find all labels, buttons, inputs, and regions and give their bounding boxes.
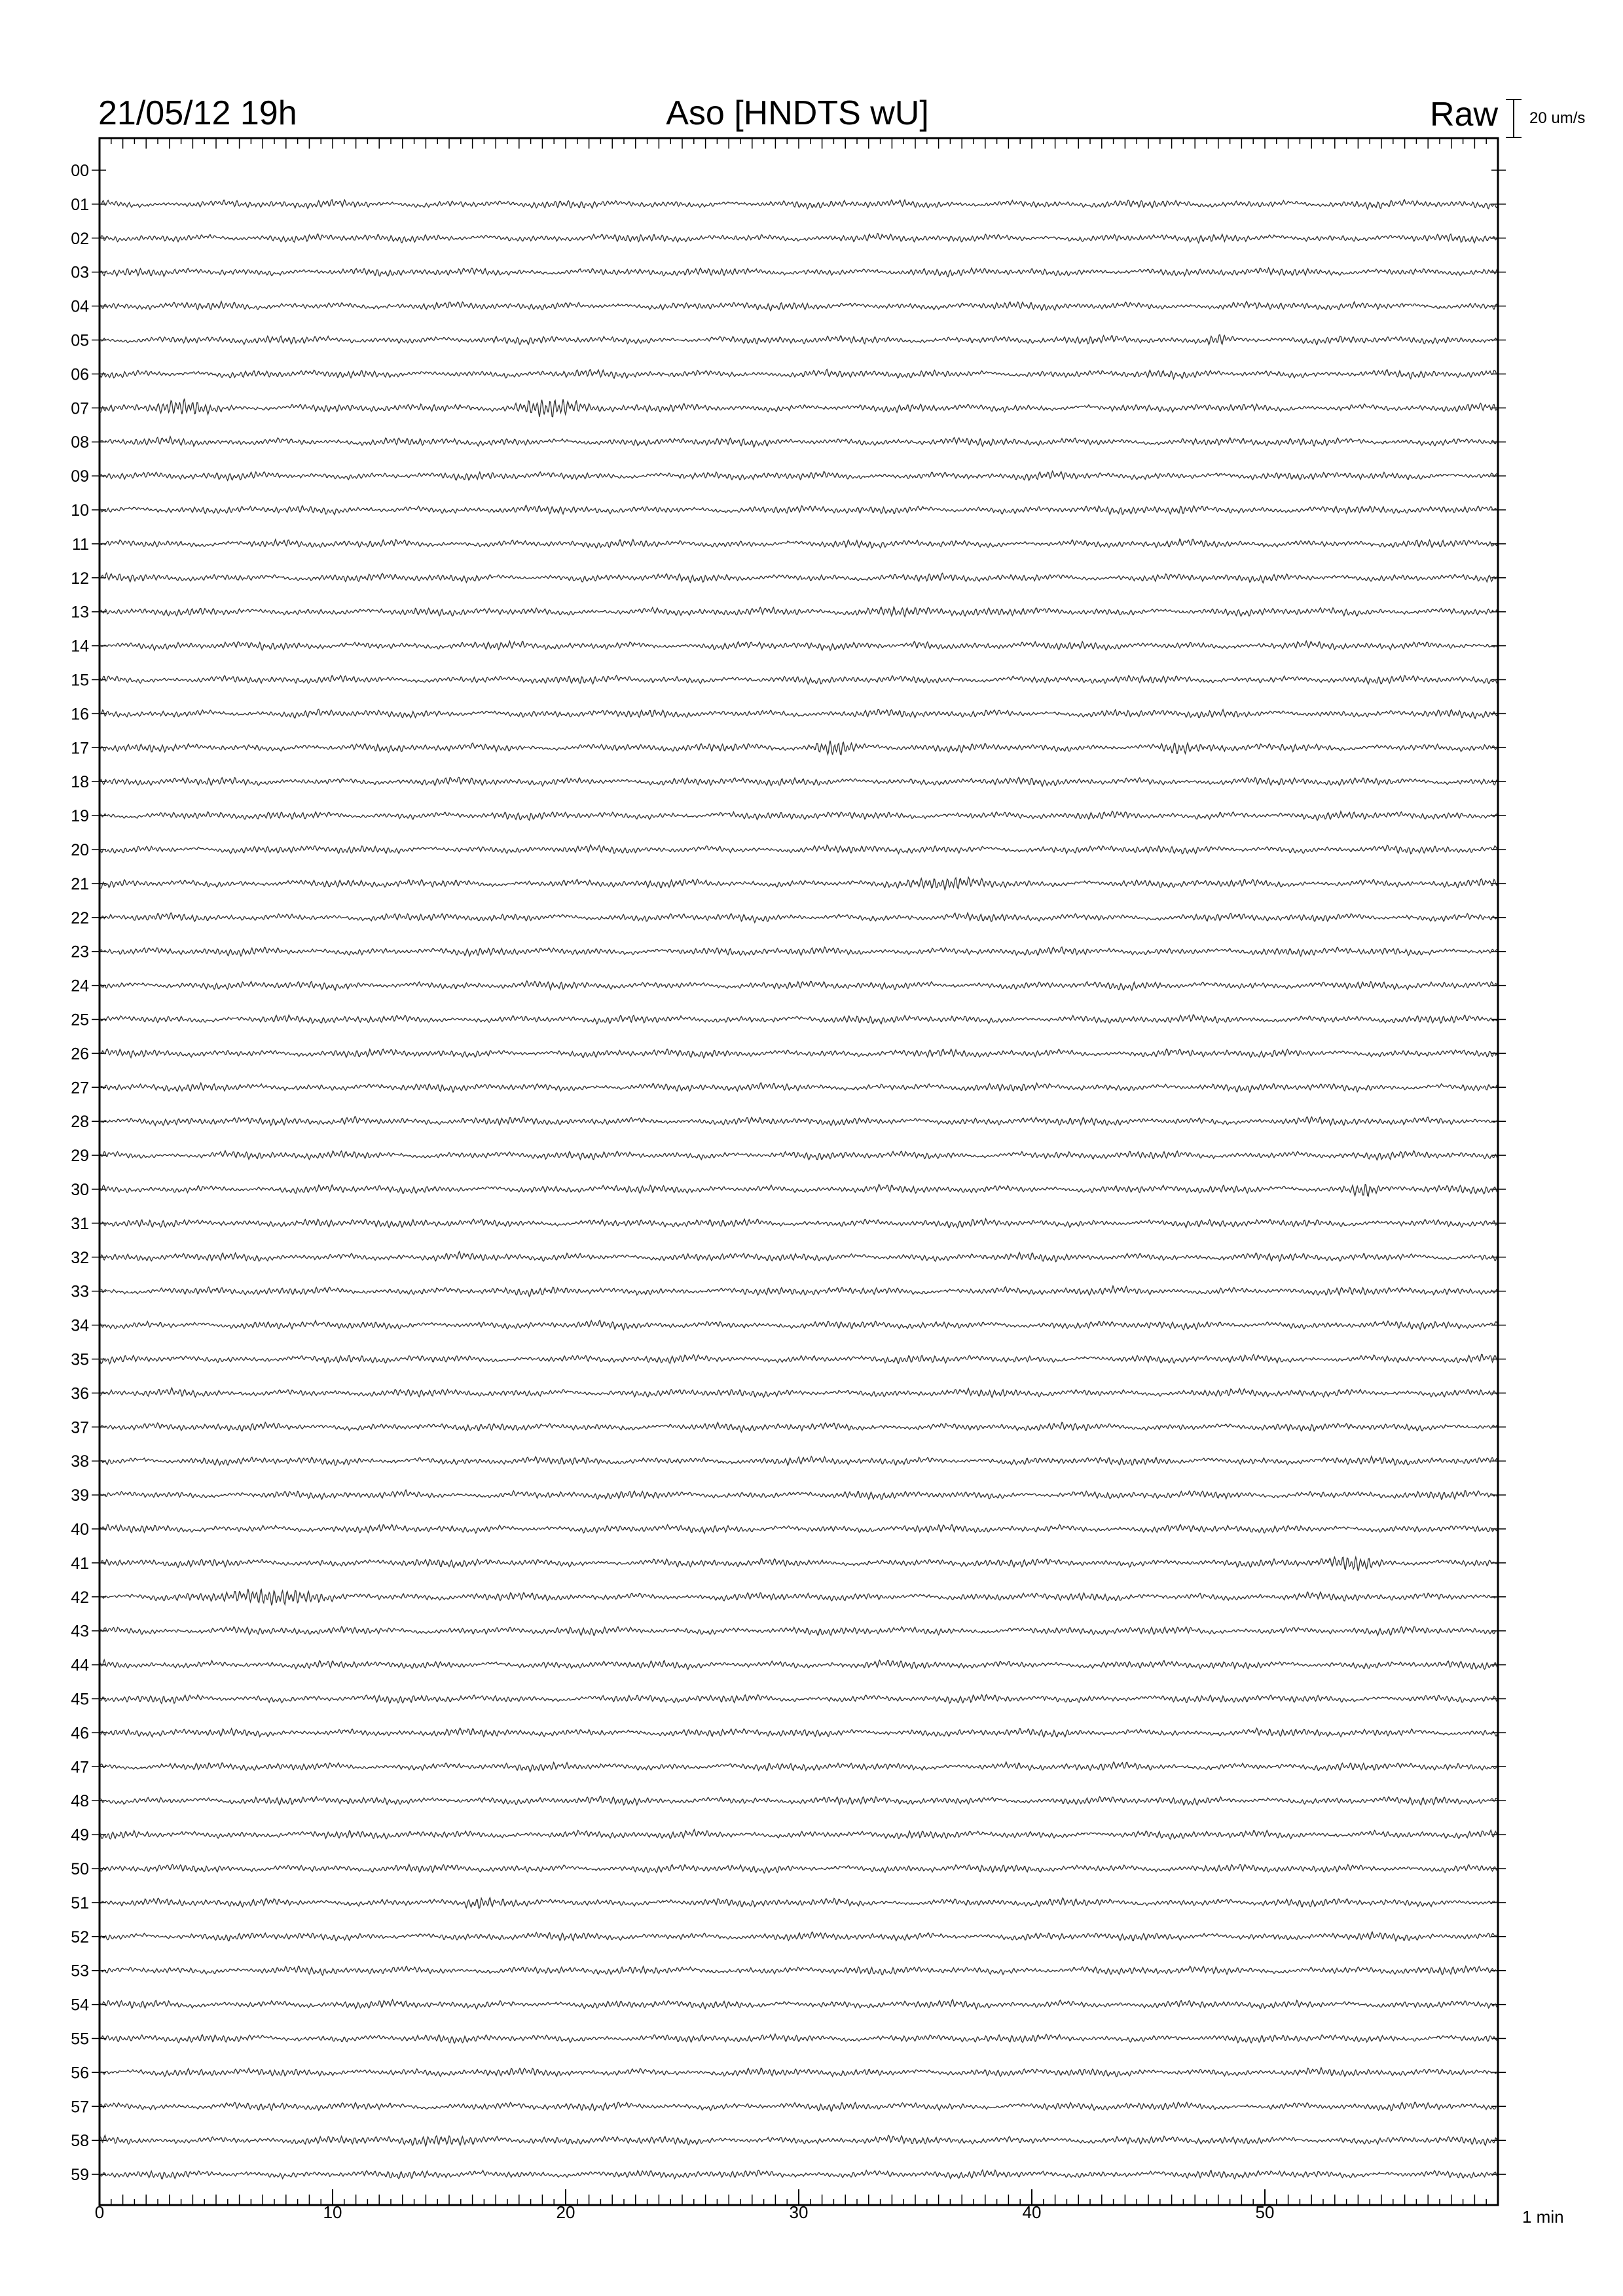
trace-row-49 — [100, 1829, 1497, 1839]
trace-row-37 — [100, 1422, 1497, 1432]
trace-row-19 — [100, 811, 1497, 820]
row-label: 22 — [71, 908, 89, 927]
trace-row-14 — [100, 641, 1497, 650]
row-label: 41 — [71, 1554, 89, 1573]
row-label: 01 — [71, 195, 89, 214]
row-ticks — [92, 170, 1506, 2174]
trace-row-31 — [100, 1219, 1497, 1228]
row-label: 44 — [71, 1656, 89, 1675]
row-label: 10 — [71, 501, 89, 520]
trace-row-02 — [100, 234, 1497, 243]
trace-row-58 — [100, 2135, 1497, 2145]
row-label: 09 — [71, 467, 89, 486]
trace-row-24 — [100, 981, 1497, 990]
row-label: 52 — [71, 1928, 89, 1946]
trace-row-29 — [100, 1151, 1497, 1160]
trace-row-12 — [100, 573, 1497, 583]
seismic-traces — [100, 200, 1497, 2179]
trace-row-16 — [100, 709, 1497, 719]
row-label: 45 — [71, 1690, 89, 1709]
row-label: 23 — [71, 942, 89, 961]
trace-row-28 — [100, 1117, 1497, 1126]
row-label: 59 — [71, 2166, 89, 2185]
row-label: 57 — [71, 2098, 89, 2117]
trace-row-25 — [100, 1015, 1497, 1024]
x-tick-label: 50 — [1255, 2202, 1275, 2222]
row-label: 03 — [71, 263, 89, 282]
trace-row-34 — [100, 1320, 1497, 1329]
trace-row-06 — [100, 369, 1497, 379]
trace-row-20 — [100, 845, 1497, 854]
trace-row-35 — [100, 1354, 1497, 1363]
header-datetime: 21/05/12 19h — [98, 94, 297, 132]
row-label: 38 — [71, 1452, 89, 1471]
trace-row-42 — [100, 1589, 1497, 1605]
trace-row-52 — [100, 1932, 1497, 1941]
row-label: 33 — [71, 1282, 89, 1301]
trace-row-57 — [100, 2102, 1497, 2111]
trace-row-46 — [100, 1728, 1497, 1737]
row-label: 15 — [71, 671, 89, 690]
trace-row-47 — [100, 1762, 1497, 1772]
trace-row-59 — [100, 2170, 1497, 2179]
row-label: 46 — [71, 1724, 89, 1743]
trace-row-07 — [100, 399, 1497, 417]
trace-row-01 — [100, 200, 1497, 209]
trace-row-40 — [100, 1524, 1497, 1534]
trace-row-13 — [100, 607, 1497, 617]
row-label: 36 — [71, 1384, 89, 1403]
row-label: 56 — [71, 2064, 89, 2083]
row-label: 54 — [71, 1996, 89, 2015]
trace-row-30 — [100, 1185, 1497, 1196]
trace-row-18 — [100, 778, 1497, 787]
trace-row-08 — [100, 437, 1497, 447]
row-label: 07 — [71, 399, 89, 418]
x-tick-label: 10 — [323, 2202, 342, 2222]
row-label: 17 — [71, 739, 89, 758]
trace-row-44 — [100, 1660, 1497, 1670]
row-label: 37 — [71, 1418, 89, 1437]
trace-row-45 — [100, 1695, 1497, 1704]
row-label: 53 — [71, 1962, 89, 1981]
row-label: 06 — [71, 365, 89, 384]
row-label: 18 — [71, 773, 89, 792]
trace-row-32 — [100, 1251, 1497, 1262]
trace-row-21 — [100, 877, 1497, 889]
row-label: 25 — [71, 1011, 89, 1030]
row-label: 28 — [71, 1113, 89, 1132]
x-tick-label: 40 — [1022, 2202, 1042, 2222]
row-label: 29 — [71, 1147, 89, 1166]
trace-row-15 — [100, 675, 1497, 684]
row-label: 13 — [71, 603, 89, 622]
row-label: 50 — [71, 1860, 89, 1878]
row-label: 34 — [71, 1316, 89, 1335]
trace-row-56 — [100, 2068, 1497, 2077]
plot-frame — [100, 138, 1498, 2205]
trace-row-27 — [100, 1083, 1497, 1092]
trace-row-54 — [100, 2000, 1497, 2009]
trace-row-38 — [100, 1456, 1497, 1465]
trace-row-09 — [100, 471, 1497, 480]
row-label: 02 — [71, 229, 89, 248]
trace-row-33 — [100, 1286, 1497, 1297]
row-label: 51 — [71, 1893, 89, 1912]
row-label: 00 — [71, 162, 89, 180]
row-label: 12 — [71, 569, 89, 588]
x-tick-label: 30 — [789, 2202, 809, 2222]
trace-row-36 — [100, 1388, 1497, 1397]
trace-row-05 — [100, 334, 1497, 344]
row-label: 55 — [71, 2030, 89, 2049]
row-label: 04 — [71, 297, 89, 316]
trace-row-48 — [100, 1796, 1497, 1804]
row-label: 05 — [71, 331, 89, 350]
row-label: 47 — [71, 1758, 89, 1777]
scale-bar-label: 20 um/s — [1529, 109, 1586, 127]
x-axis-unit-label: 1 min — [1522, 2207, 1564, 2227]
trace-row-03 — [100, 268, 1497, 277]
row-labels — [71, 162, 89, 2184]
trace-row-22 — [100, 913, 1497, 923]
header-mode: Raw — [1429, 96, 1498, 134]
row-label: 24 — [71, 977, 89, 996]
x-tick-label: 0 — [94, 2202, 105, 2222]
trace-row-17 — [100, 741, 1497, 755]
row-label: 19 — [71, 807, 89, 826]
row-label: 40 — [71, 1520, 89, 1539]
row-label: 14 — [71, 637, 89, 656]
trace-row-10 — [100, 505, 1497, 514]
x-tick-label: 20 — [556, 2202, 575, 2222]
row-label: 08 — [71, 433, 89, 452]
row-label: 32 — [71, 1248, 89, 1267]
trace-row-41 — [100, 1557, 1497, 1571]
trace-row-50 — [100, 1865, 1497, 1873]
header-station-title: Aso [HNDTS wU] — [666, 94, 929, 132]
row-label: 48 — [71, 1792, 89, 1811]
row-label: 39 — [71, 1486, 89, 1505]
row-label: 58 — [71, 2132, 89, 2151]
row-label: 16 — [71, 705, 89, 724]
row-label: 27 — [71, 1079, 89, 1098]
trace-row-51 — [100, 1897, 1497, 1909]
row-label: 11 — [72, 535, 89, 554]
row-label: 43 — [71, 1622, 89, 1641]
row-label: 20 — [71, 841, 89, 859]
row-label: 49 — [71, 1826, 89, 1845]
row-label: 21 — [71, 874, 89, 893]
trace-row-53 — [100, 1966, 1497, 1975]
row-label: 30 — [71, 1181, 89, 1199]
trace-row-39 — [100, 1490, 1497, 1499]
row-label: 42 — [71, 1588, 89, 1607]
trace-row-26 — [100, 1049, 1497, 1058]
trace-row-04 — [100, 302, 1497, 311]
row-label: 26 — [71, 1045, 89, 1064]
top-minor-ticks — [100, 138, 1498, 149]
trace-row-55 — [100, 2034, 1497, 2043]
row-label: 35 — [71, 1350, 89, 1369]
trace-row-43 — [100, 1626, 1497, 1636]
row-label: 31 — [71, 1214, 89, 1233]
trace-row-23 — [100, 947, 1497, 956]
amplitude-scale-bar — [1506, 99, 1585, 137]
trace-row-11 — [100, 539, 1497, 548]
